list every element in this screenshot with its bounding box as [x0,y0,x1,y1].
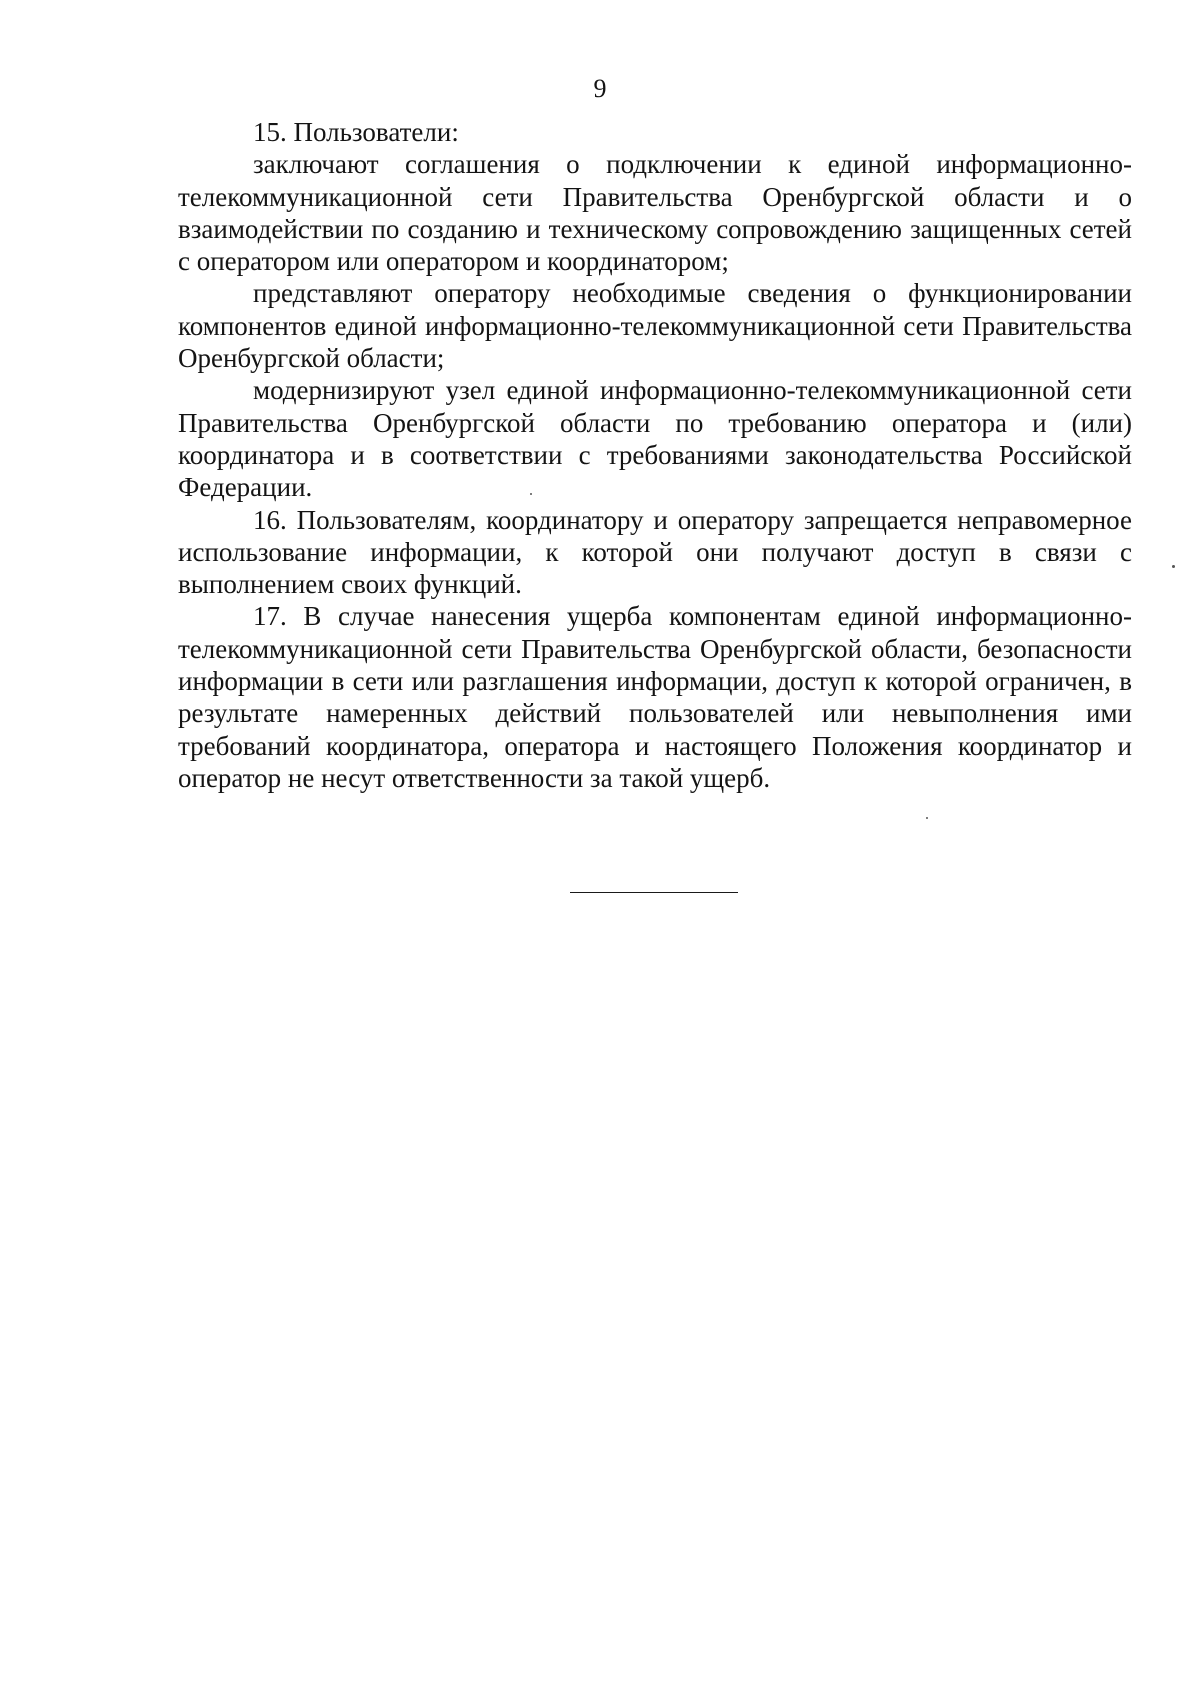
paragraph-16: 16. Пользователям, координатору и оператору запрещается неправомерное использование информации, к которой они получают доступ в связи с выполнением своих функций. [178,504,1132,600]
document-body [178,116,1132,794]
scan-speck [926,817,928,819]
end-of-text-rule [570,892,738,893]
paragraph-15-item-agreements: заключают соглашения о подключении к единой информационно-телекоммуникационной сети Правительства Оренбургской области и о взаимодействии по созданию и техническому сопровождению защищенных сетей с оператором или оператором и координатором; [178,149,1132,277]
page-number: 9 [593,74,607,103]
paragraph-15-heading: 15. Пользователи: [253,117,459,147]
paragraph-15-item-modernization: модернизируют узел единой информационно-телекоммуникационной сети Правительства Оренбургской области по требованию оператора и (или) координатора и в соответствии с требованиями законодательства Российской Федерации. [178,375,1132,503]
scan-speck [530,493,532,495]
paragraph-17: 17. В случае нанесения ущерба компонентам единой информационно-телекоммуникационной сети Правительства Оренбургской области, безопасности информации в сети или разглашения информации, доступ к которой ограничен, в результате намеренных действий пользователей или невыполнения ими требований координатора, оператора и настоящего Положения координатор и оператор не несут ответственности за такой ущерб. [178,601,1132,793]
scan-speck [1172,565,1175,568]
paragraph-15-item-information: представляют оператору необходимые сведения о функционировании компонентов единой информационно-телекоммуникационной сети Правительства Оренбургской области; [178,278,1132,374]
